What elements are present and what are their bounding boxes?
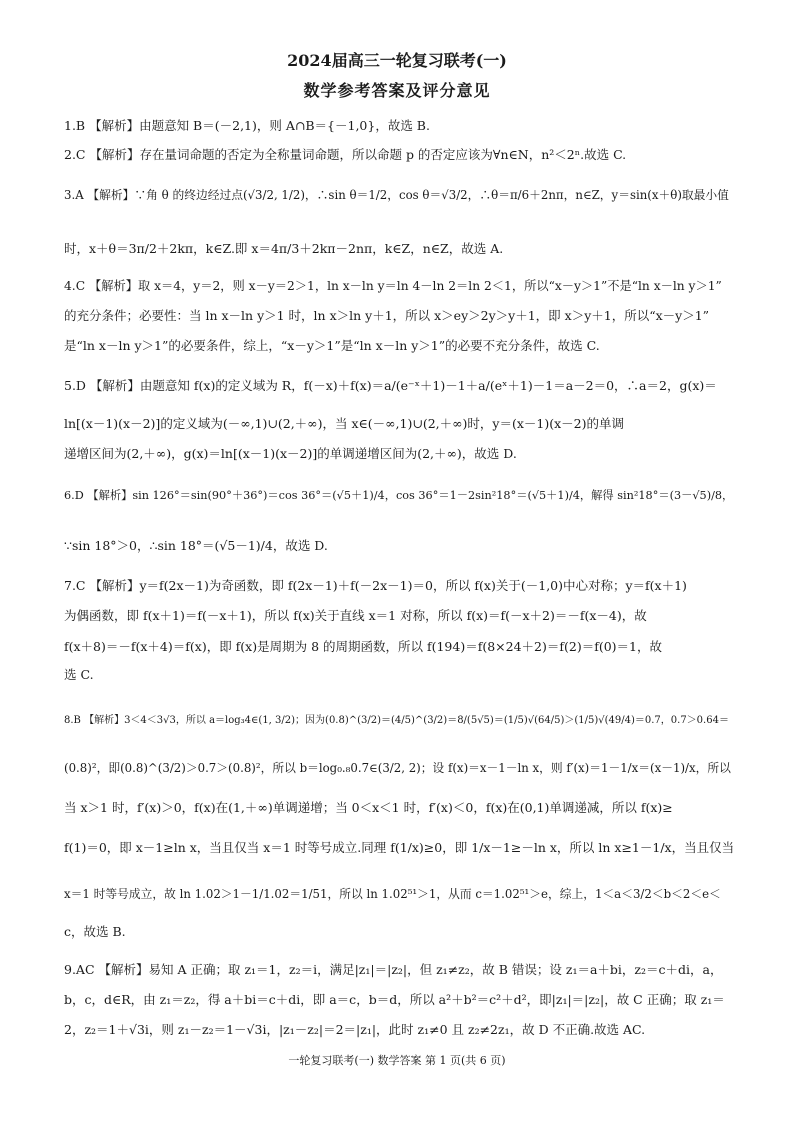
answer-line: ln[(x－1)(x－2)]的定义域为(－∞,1)∪(2,＋∞)，当 x∈(－∞,1)∪(2,＋∞)时，y＝(x－1)(x－2)的单调 (64, 416, 624, 431)
answer-line: 选 C. (64, 667, 94, 682)
answer-line: 2，z₂＝1＋√3i，则 z₁－z₂＝1－√3i，|z₁－z₂|＝2＝|z₁|，此时 z₁≠0 且 z₂≠2z₁，故 D 不正确.故选 AC. (64, 1022, 646, 1037)
answer-line: 为偶函数，即 f(x＋1)＝f(－x＋1)，所以 f(x)关于直线 x＝1 对称，所以 f(x)＝f(－x＋2)＝－f(x－4)，故 (64, 608, 647, 623)
answer-line: 的充分条件；必要性：当 ln x－ln y＞1 时，ln x＞ln y＋1，所以 x＞ey＞2y＞y＋1，即 x＞y＋1，所以“x－y＞1” (64, 308, 710, 323)
page-subtitle: 数学参考答案及评分意见 (303, 81, 491, 100)
answer-line: 是“ln x－ln y＞1”的必要条件，综上，“x－y＞1”是“ln x－ln y＞1”的必要不充分条件，故选 C. (64, 338, 600, 353)
answer-line: c，故选 B. (64, 924, 126, 939)
answer-line: 7.C 【解析】y＝f(2x－1)为奇函数，即 f(2x－1)＋f(－2x－1)＝0，所以 f(x)关于(－1,0)中心对称；y＝f(x＋1) (64, 578, 687, 593)
answer-line: ∵sin 18°＞0，∴sin 18°＝(√5－1)/4，故选 D. (64, 538, 328, 553)
answer-line: 6.D 【解析】sin 126°＝sin(90°＋36°)＝cos 36°＝(√5＋1)/4，cos 36°＝1－2sin²18°＝(√5＋1)/4，解得 sin²18°＝(3－√5)/8， (64, 489, 734, 502)
answer-line: 2.C 【解析】存在量词命题的否定为全称量词命题，所以命题 p 的否定应该为∀n∈N，n²＜2ⁿ.故选 C. (64, 147, 627, 162)
answer-line: x＝1 时等号成立，故 ln 1.02＞1－1/1.02＝1/51，所以 ln 1.02⁵¹＞1，从而 c＝1.02⁵¹＞e，综上，1＜a＜3/2＜b＜2＜e＜ (64, 887, 721, 901)
answer-line: 9.AC 【解析】易知 A 正确；取 z₁＝1，z₂＝i，满足|z₁|＝|z₂|，但 z₁≠z₂，故 B 错误；设 z₁＝a＋bi，z₂＝c＋di，a， (64, 962, 723, 977)
answer-line: b，c，d∈R，由 z₁＝z₂，得 a＋bi＝c＋di，即 a＝c，b＝d，所以 a²＋b²＝c²＋d²，即|z₁|＝|z₂|，故 C 正确；取 z₁＝ (64, 992, 725, 1007)
answer-line: f(1)＝0，即 x－1≥ln x，当且仅当 x＝1 时等号成立.同理 f(1/x)≥0，即 1/x－1≥－ln x，所以 ln x≥1－1/x，当且仅当 (64, 840, 735, 855)
answer-line: 当 x＞1 时，f′(x)＞0，f(x)在(1,＋∞)单调递增；当 0＜x＜1 时，f′(x)＜0，f(x)在(0,1)单调递减，所以 f(x)≥ (64, 800, 673, 815)
answer-line: 递增区间为(2,＋∞)，g(x)＝ln[(x－1)(x－2)]的单调递增区间为(2,＋∞)，故选 D. (64, 446, 517, 461)
answer-line: 5.D 【解析】由题意知 f(x)的定义域为 R，f(－x)＋f(x)＝a/(e⁻ˣ＋1)－1＋a/(eˣ＋1)－1＝a－2＝0，∴a＝2，g(x)＝ (64, 378, 717, 393)
page-footer: 一轮复习联考(一) 数学答案 第 1 页(共 6 页) (288, 1054, 506, 1067)
answer-line: f(x＋8)＝－f(x＋4)＝f(x)，即 f(x)是周期为 8 的周期函数，所以 f(194)＝f(8×24＋2)＝f(2)＝f(0)＝1，故 (64, 639, 662, 654)
answer-line: 1.B 【解析】由题意知 B＝(－2,1)，则 A∩B＝{－1,0}，故选 B. (64, 118, 430, 133)
answer-line: 时，x＋θ＝3π/2＋2kπ，k∈Z.即 x＝4π/3＋2kπ－2nπ，k∈Z，n∈Z，故选 A. (64, 241, 504, 256)
answer-line: (0.8)²，即(0.8)^(3/2)＞0.7＞(0.8)²，所以 b＝log₀.₈0.7∈(3/2, 2)；设 f(x)＝x－1－ln x，则 f′(x)＝1－1/x＝(x－1)/x，所以 (64, 761, 731, 775)
answer-line: 3.A 【解析】∵角 θ 的终边经过点(√3/2, 1/2)，∴sin θ＝1/2，cos θ＝√3/2，∴θ＝π/6＋2nπ，n∈Z，y＝sin(x＋θ)取最小值 (64, 188, 729, 202)
answer-line: 4.C 【解析】取 x＝4，y＝2，则 x－y＝2＞1，ln x－ln y＝ln 4－ln 2＝ln 2＜1，所以“x－y＞1”不是“ln x－ln y＞1” (64, 279, 722, 293)
page-title: 2024届高三一轮复习联考(一) (287, 51, 507, 70)
page-header (0, 50, 794, 102)
answer-line: 8.B 【解析】3＜4＜3√3，所以 a＝log₃4∈(1, 3/2)；因为(0.8)^(3/2)＝(4/5)^(3/2)＝8/(5√5)＝(1/5)√(64/5)＞(1/5)√(49/4)＝0.7，0.7＞0.64＝ (64, 715, 729, 726)
